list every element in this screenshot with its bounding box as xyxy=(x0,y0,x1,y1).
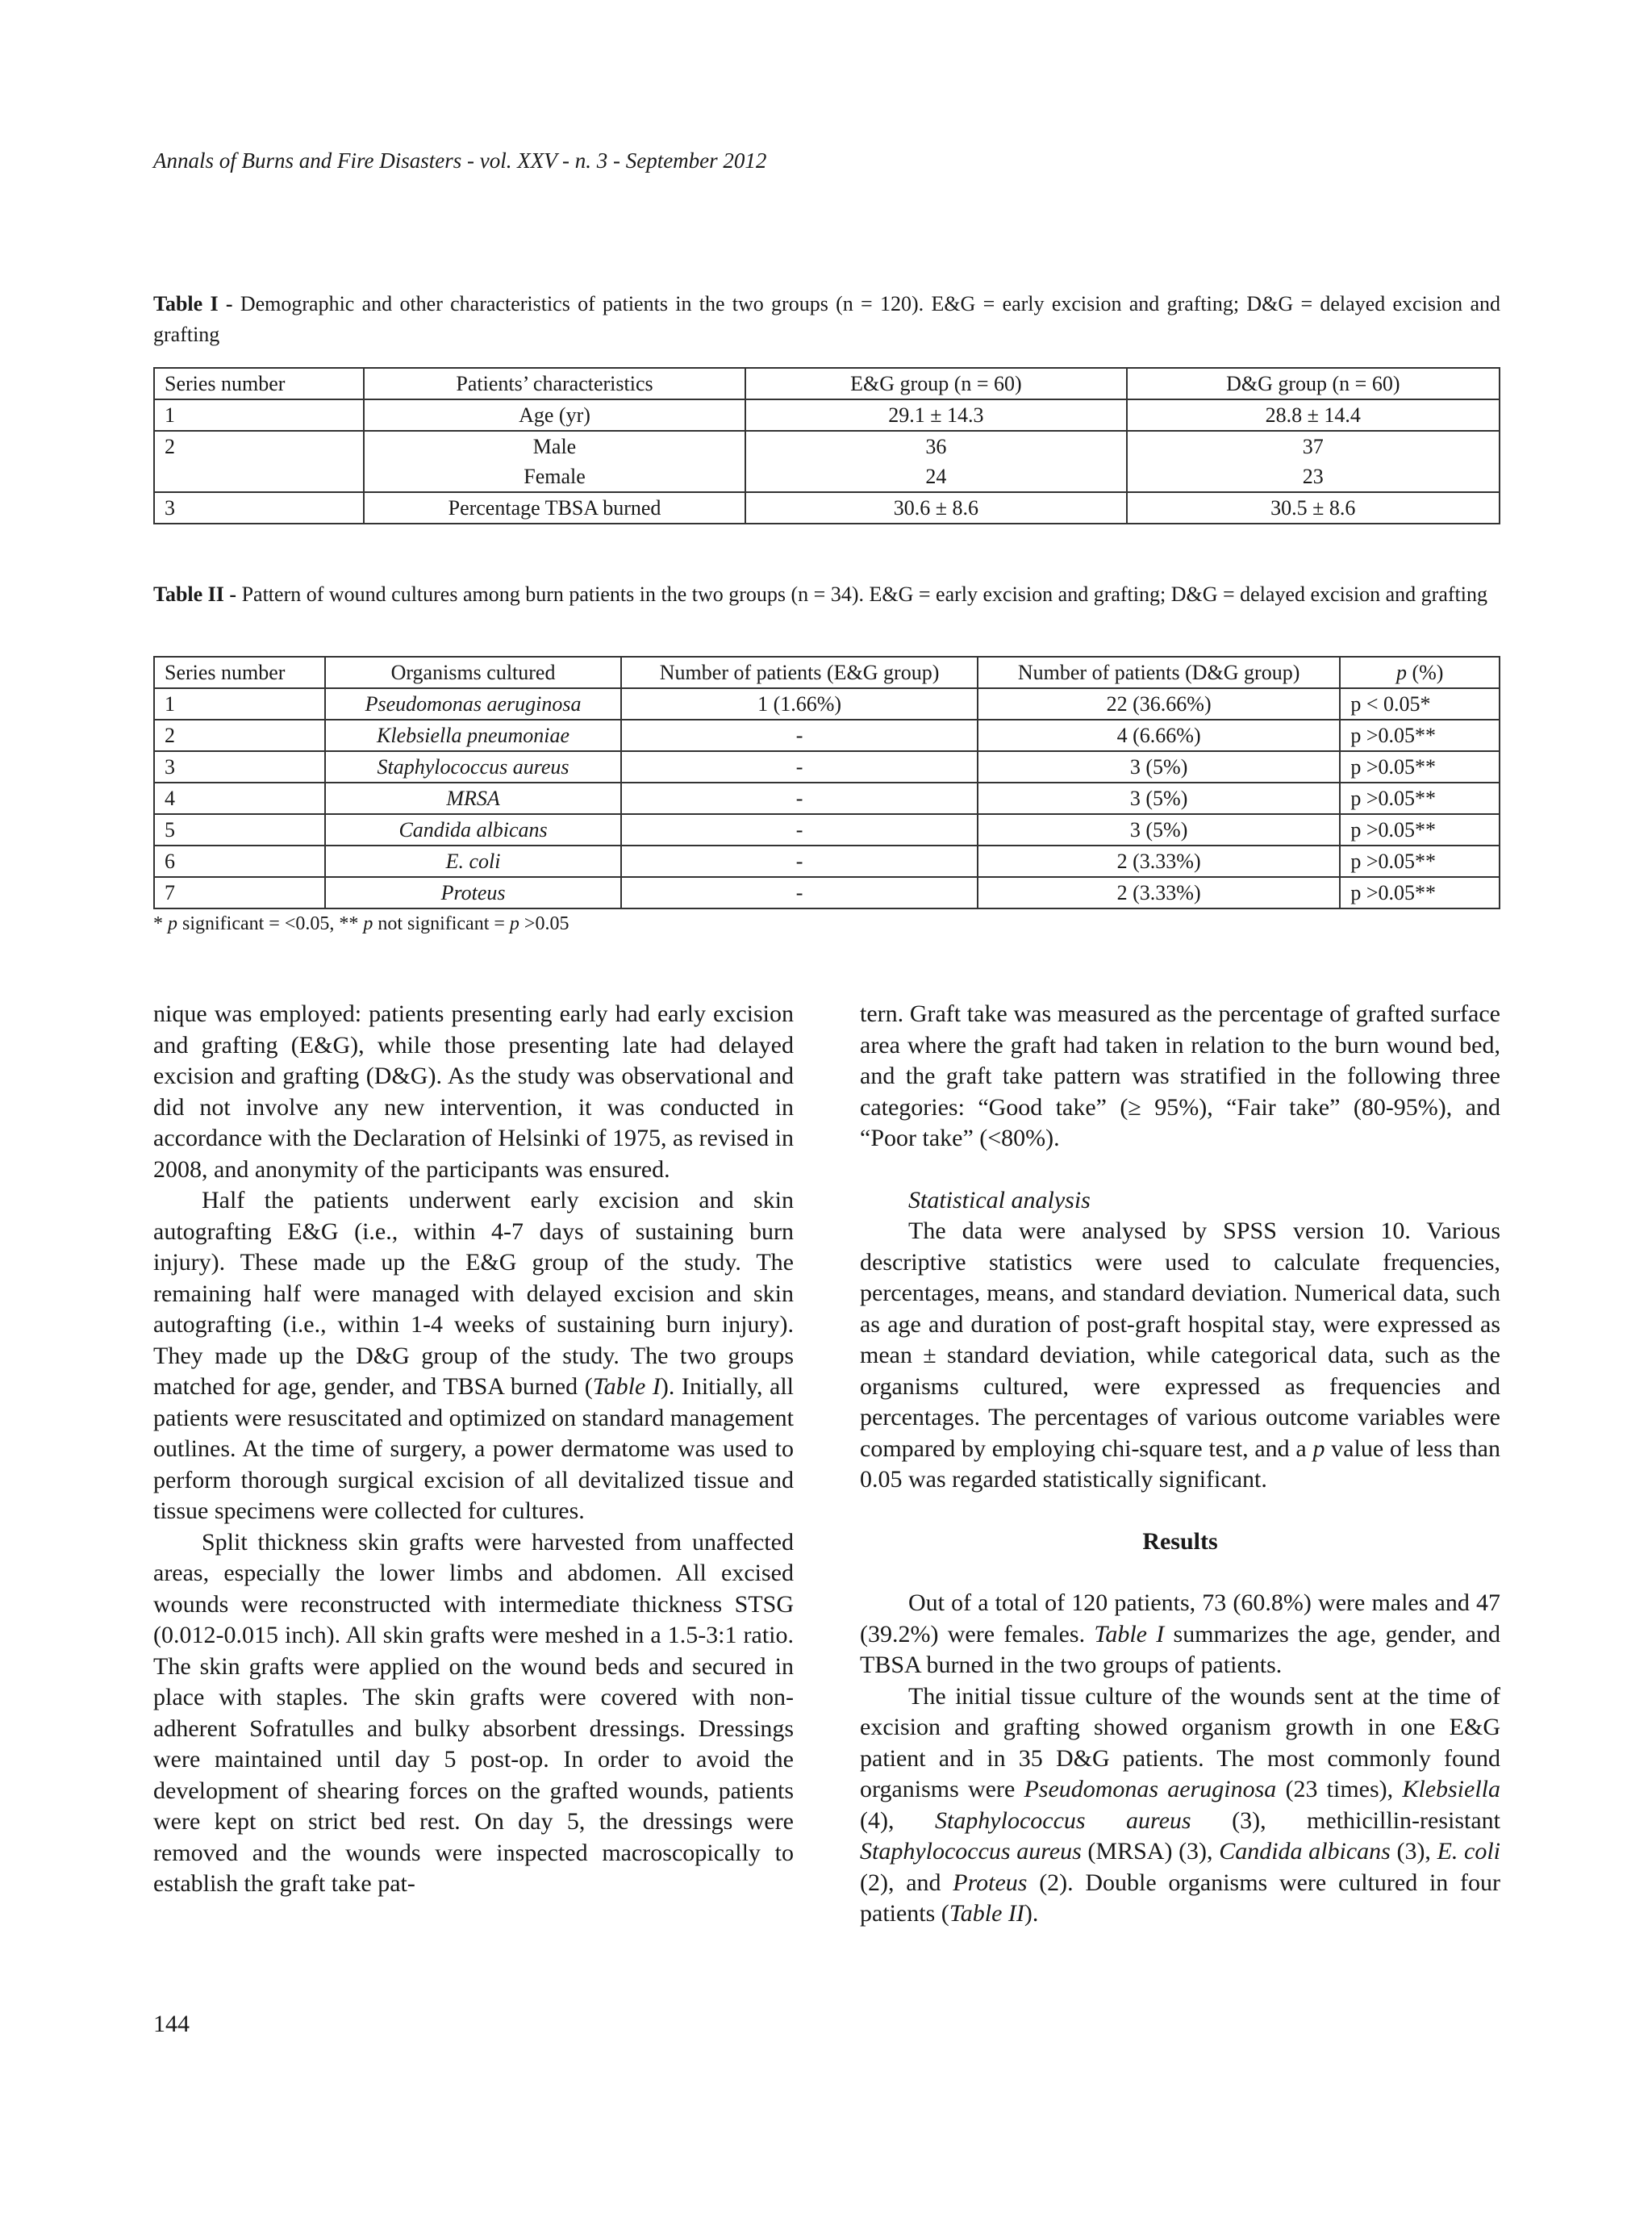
table-cell: 3 (5%) xyxy=(978,814,1341,846)
table-cell: p >0.05** xyxy=(1340,751,1500,783)
table-cell: 1 xyxy=(154,688,325,720)
table-cell: 3 xyxy=(154,492,364,524)
table-row xyxy=(154,877,1500,908)
text-run: (4), xyxy=(860,1806,935,1834)
footnote-part: >0.05 xyxy=(519,913,569,934)
text-run: (MRSA) (3), xyxy=(1081,1838,1220,1865)
running-header: Annals of Burns and Fire Disasters - vol. XXV - n. 3 - September 2012 xyxy=(153,148,767,173)
paragraph xyxy=(860,1681,1500,1930)
table-row xyxy=(154,720,1500,751)
table-row xyxy=(154,431,1500,461)
table-cell: 2 (3.33%) xyxy=(978,877,1341,908)
table-cell: 7 xyxy=(154,877,325,908)
table-2 xyxy=(153,656,1500,909)
table-cell: p >0.05** xyxy=(1340,720,1500,751)
table-cell: Age (yr) xyxy=(364,399,745,431)
table-header-cell: Number of patients (E&G group) xyxy=(621,657,978,688)
footnote-part: not significant = xyxy=(373,913,510,934)
paragraph xyxy=(860,1216,1500,1496)
table-cell: p >0.05** xyxy=(1340,846,1500,877)
table-cell: 1 xyxy=(154,399,364,431)
text-run: Pseudomonas aeruginosa xyxy=(1024,1776,1277,1802)
table-cell: 29.1 ± 14.3 xyxy=(745,399,1126,431)
text-run: (3), methicillin-resistant xyxy=(1191,1806,1500,1834)
text-run: Candida albicans xyxy=(1219,1838,1391,1865)
table-2-caption-text: Pattern of wound cultures among burn patients in the two groups (n = 34). E&G = early excision and grafting; D&G = delayed excision and grafting xyxy=(241,583,1487,606)
text-run: summarizes the age, gender, and TBSA burned in the two groups of patients. xyxy=(860,1620,1500,1678)
table-cell: Male xyxy=(364,431,745,461)
table-cell: 22 (36.66%) xyxy=(978,688,1341,720)
table-row xyxy=(154,751,1500,783)
table-1-label: Table I - xyxy=(153,292,233,315)
text-run: ). Initially, all patients were resuscitated and optimized on standard management outlines. At the time of surgery, a power dermatome was used to perform thorough surgical excision of all devitalized tissue and tissue specimens were collected for cultures. xyxy=(153,1373,794,1524)
paragraph: nique was employed: patients presenting early had early excision and grafting (E&G), while those presenting late had delayed excision and grafting (D&G). As the study was observational and did not involve any new intervention, it was conducted in accordance with the Declaration of Helsinki of 1975, as revised in 2008, and anonymity of the participants was ensured. xyxy=(153,1000,794,1183)
table-cell: 30.6 ± 8.6 xyxy=(745,492,1126,524)
table-2-label: Table II - xyxy=(153,583,237,606)
table-cell: - xyxy=(621,877,978,908)
paragraph xyxy=(153,1185,794,1527)
p-symbol: p xyxy=(1395,660,1407,684)
table-cell: Proteus xyxy=(325,877,622,908)
paragraph: tern. Graft take was measured as the percentage of grafted surface area where the graft had taken in relation to the burn wound bed, and the graft take pattern was stratified in the following three categories: “Good take” (≥ 95%), “Fair take” (80-95%), and “Poor take” (<80%). xyxy=(860,1000,1500,1151)
text-run: Staphylococcus aureus xyxy=(860,1838,1082,1865)
table-cell: 23 xyxy=(1127,461,1500,492)
table-header-row xyxy=(154,657,1500,688)
table-cell: - xyxy=(621,751,978,783)
table-header-cell: D&G group (n = 60) xyxy=(1127,368,1500,399)
table-header-cell: Number of patients (D&G group) xyxy=(978,657,1341,688)
text-run: The initial tissue culture of the wounds sent at the time of excision and grafting showed organism growth in one E&G patient and in 35 D&G patients. The most commonly found organisms were xyxy=(860,1682,1500,1802)
table-cell: 1 (1.66%) xyxy=(621,688,978,720)
table-cell: 36 xyxy=(745,431,1126,461)
table-header-cell: Series number xyxy=(154,657,325,688)
table-2-caption xyxy=(153,579,1500,610)
table-cell: - xyxy=(621,783,978,814)
table-row xyxy=(154,783,1500,814)
table-cell: 30.5 ± 8.6 xyxy=(1127,492,1500,524)
section-heading: Results xyxy=(1142,1527,1218,1555)
text-run: (23 times), xyxy=(1276,1776,1403,1802)
table-header-cell xyxy=(1340,657,1500,688)
table-2-footnote xyxy=(153,913,569,935)
table-header-cell: Series number xyxy=(154,368,364,399)
table-cell: p < 0.05* xyxy=(1340,688,1500,720)
table-cell: 3 xyxy=(154,751,325,783)
body-column-left xyxy=(153,999,794,1900)
text-run: (2), and xyxy=(860,1869,953,1896)
text-run: Klebsiella xyxy=(1402,1776,1500,1802)
table-cell: E. coli xyxy=(325,846,622,877)
table-cell: 2 xyxy=(154,720,325,751)
text-run: The data were analysed by SPSS version 10. Various descriptive statistics were used to calculate frequencies, percentages, means, and standard deviation. Numerical data, such as age and duration of post-graft hospital stay, were expressed as mean ± standard deviation, while categorical data, such as the organisms cultured, were expressed as frequencies and percentages. The percentages of various outcome variables were compared by employing chi-square test, and a xyxy=(860,1217,1500,1462)
table-cell: Pseudomonas aeruginosa xyxy=(325,688,622,720)
footnote-part: significant = <0.05, ** xyxy=(177,913,364,934)
text-run: (2). Double organisms were cultured in four patients ( xyxy=(860,1869,1500,1927)
footnote-part: p xyxy=(168,913,177,934)
table-cell: 4 xyxy=(154,783,325,814)
footnote-part: p xyxy=(363,913,373,934)
body-column-right xyxy=(860,999,1500,1930)
table-cell: p >0.05** xyxy=(1340,877,1500,908)
text-run: ). xyxy=(1024,1900,1039,1927)
table-header-row xyxy=(154,368,1500,399)
table-reference: Table I xyxy=(592,1373,661,1400)
percent-unit: (%) xyxy=(1406,660,1444,684)
text-run: Out of a total of 120 patients, 73 (60.8%) were males and 47 (39.2%) were females. xyxy=(860,1589,1500,1648)
table-cell: 6 xyxy=(154,846,325,877)
table-cell: Percentage TBSA burned xyxy=(364,492,745,524)
table-cell: 3 (5%) xyxy=(978,783,1341,814)
text-run: Staphylococcus aureus xyxy=(934,1806,1191,1834)
table-row xyxy=(154,846,1500,877)
paragraph: Split thickness skin grafts were harvested from unaffected areas, especially the lower limbs and abdomen. All excised wounds were reconstructed with intermediate thickness STSG (0.012-0.015 inch). All skin grafts were meshed in a 1.5-3:1 ratio. The skin grafts were applied on the wound beds and secured in place with staples. The skin grafts were covered with non-adherent Sofratulles and bulky absorbent dressings. Dressings were maintained until day 5 post-op. In order to avoid the development of shearing forces on the grafted wounds, patients were kept on strict bed rest. On day 5, the dressings were removed and the wounds were inspected macroscopically to establish the graft take pat- xyxy=(153,1528,794,1897)
footnote-part: p xyxy=(509,913,519,934)
text-run: Proteus xyxy=(953,1869,1028,1896)
table-reference: Table II xyxy=(949,1900,1024,1927)
table-cell: 2 xyxy=(154,431,364,461)
text-run: Half the patients underwent early excision and skin autografting E&G (i.e., within 4-7 days of sustaining burn injury). These made up the E&G group of the study. The remaining half were managed with delayed excision and skin autografting (i.e., within 1-4 weeks of sustaining burn injury). They made up the D&G group of the study. The two groups matched for age, gender, and TBSA burned ( xyxy=(153,1187,794,1400)
table-reference: Table I xyxy=(1094,1620,1165,1648)
footnote-part: * xyxy=(153,913,168,934)
table-1-caption xyxy=(153,289,1500,350)
table-cell: 4 (6.66%) xyxy=(978,720,1341,751)
table-cell: p >0.05** xyxy=(1340,783,1500,814)
table-1-caption-text: Demographic and other characteristics of patients in the two groups (n = 120). E&G = early excision and grafting; D&G = delayed excision and grafting xyxy=(153,292,1500,346)
table-header-cell: E&G group (n = 60) xyxy=(745,368,1126,399)
table-cell xyxy=(154,461,364,492)
text-run: p xyxy=(1312,1435,1325,1462)
paragraph xyxy=(860,1588,1500,1681)
table-cell: 28.8 ± 14.4 xyxy=(1127,399,1500,431)
table-cell: Klebsiella pneumoniae xyxy=(325,720,622,751)
table-1 xyxy=(153,367,1500,524)
table-cell: Staphylococcus aureus xyxy=(325,751,622,783)
table-cell: - xyxy=(621,720,978,751)
table-row xyxy=(154,688,1500,720)
table-cell: 5 xyxy=(154,814,325,846)
table-cell: 37 xyxy=(1127,431,1500,461)
table-cell: - xyxy=(621,814,978,846)
text-run: value of less than 0.05 was regarded statistically significant. xyxy=(860,1435,1500,1493)
table-row xyxy=(154,461,1500,492)
table-cell: MRSA xyxy=(325,783,622,814)
table-row xyxy=(154,492,1500,524)
table-header-cell: Patients’ characteristics xyxy=(364,368,745,399)
subsection-heading: Statistical analysis xyxy=(908,1186,1091,1213)
table-cell: Female xyxy=(364,461,745,492)
table-cell: Candida albicans xyxy=(325,814,622,846)
table-header-cell: Organisms cultured xyxy=(325,657,622,688)
table-cell: 3 (5%) xyxy=(978,751,1341,783)
table-row xyxy=(154,399,1500,431)
table-cell: p >0.05** xyxy=(1340,814,1500,846)
table-cell: 2 (3.33%) xyxy=(978,846,1341,877)
table-cell: 24 xyxy=(745,461,1126,492)
text-run: (3), xyxy=(1390,1838,1437,1865)
text-run: E. coli xyxy=(1437,1838,1500,1865)
table-row xyxy=(154,814,1500,846)
table-cell: - xyxy=(621,846,978,877)
page-number: 144 xyxy=(153,2011,190,2037)
